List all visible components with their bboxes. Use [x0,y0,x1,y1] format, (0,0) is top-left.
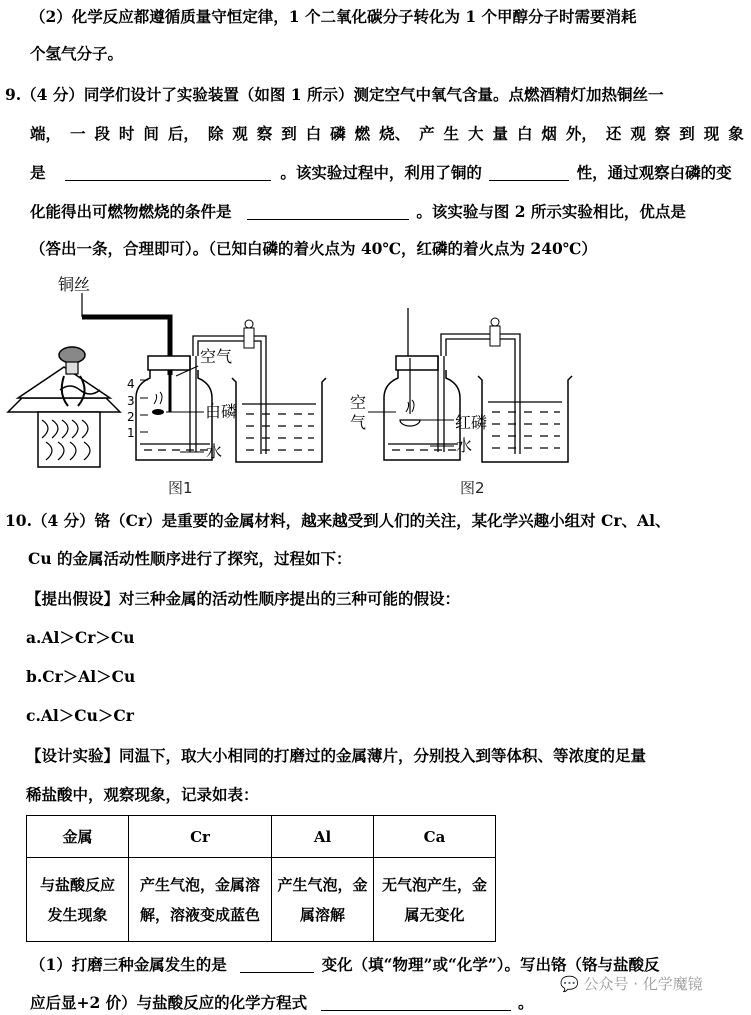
label-water-fig2: 水 [456,436,473,455]
q8-line1: （2）化学反应都遵循质量守恒定律，1 个二氧化碳分子转化为 1 个甲醇分子时需要消耗 [30,7,637,26]
fig1-beaker [232,378,326,462]
cell-ca [374,858,496,942]
fig2-beaker [478,376,572,462]
q9-line1: 9.（4 分）同学们设计了实验装置（如图 1 所示）测定空气中氧气含量。点燃酒精灯加热铜丝一 [5,85,664,104]
answer-blank-change-type[interactable] [240,956,314,973]
q10-design1: 【设计实验】同温下，取大小相同的打磨过的金属薄片，分别投入到等体积、等浓度的足量 [26,746,647,765]
label-air-vertical-1: 空 [350,393,367,412]
q9-word: 磷 [330,124,346,143]
label-air: 空气 [200,347,233,366]
q9-word: 观 [630,124,646,143]
q10-sub2-b: 。 [517,993,534,1012]
q10-sub1-a: （1）打磨三种金属发生的是 [30,955,227,974]
header-metal: 金属 [27,816,129,858]
q10-sub2-a: 应后显+2 价）与盐酸反应的化学方程式 [30,993,308,1012]
q10-option-a: a.Al＞Cr＞Cu [26,628,135,647]
header-al: Al [272,816,374,858]
q9-word: 察 [256,124,273,143]
table-row [27,858,496,942]
cell-cr-line1: 产生气泡，金属溶 [139,875,260,894]
q9-word: 到 [679,124,695,143]
answer-blank-combustion-condition[interactable] [247,203,409,220]
row-label [27,858,129,942]
q9-word: 端， [30,124,62,143]
q9-line4-a: 化能得出可燃物燃烧的条件是 [30,202,232,221]
q9-word: 外， [565,124,597,143]
q10-hypothesis: 【提出假设】对三种金属的活动性顺序提出的三种可能的假设： [26,589,461,608]
q9-word: 观 [232,124,248,143]
q9-word: 后， [167,124,199,143]
q10-design2: 稀盐酸中，观察现象，记录如表： [26,785,259,804]
q9-word: 时 [118,124,135,143]
alcohol-lamp [8,347,120,467]
watermark-text: 公众号 · 化学魔镜 [583,975,703,993]
wechat-icon: 💬 [560,975,579,993]
q9-word: 察 [654,124,671,143]
q9-line2 [30,124,744,144]
q10-sub1 [30,955,660,975]
q8-line2: 个氢气分子。 [30,44,124,63]
q9-line4 [30,202,686,222]
scale-2: 2 [127,410,135,424]
cell-cr-line2: 解，溶液变成蓝色 [139,905,260,924]
watermark [560,973,703,994]
label-water-fig1: 水 [206,442,223,461]
label-white-phosphorus: 白磷 [205,402,238,421]
q9-line5: （答出一条，合理即可）。（已知白磷的着火点为 40℃，红磷的着火点为 240℃） [30,239,597,258]
q9-word: 产 [419,124,435,143]
q9-word: 除 [207,124,224,143]
q9-word: 量 [492,124,508,143]
q10-sub1-b: 变化（填“物理”或“化学”）。写出铬（铬与盐酸反 [321,955,660,974]
q9-word: 烧、 [379,124,411,143]
answer-blank-copper-property[interactable] [489,164,569,181]
cell-cr [129,858,272,942]
q9-line4-b: 。该实验与图 2 所示实验相比，优点是 [416,202,686,221]
header-ca: Ca [374,816,496,858]
label-red-phosphorus: 红磷 [455,413,488,432]
q9-word: 一 [69,124,86,143]
q9-line3 [30,163,732,183]
q9-word: 燃 [354,124,371,143]
label-air-vertical-2: 气 [350,413,367,432]
label-copper-wire: 铜丝 [58,275,91,294]
q10-option-b: b.Cr＞Al＞Cu [26,667,136,686]
fig1-caption: 图1 [168,479,193,497]
table-header-row [27,816,496,858]
fig2-caption: 图2 [460,479,485,497]
q9-word: 到 [281,124,297,143]
row-label-line1: 与盐酸反应 [39,875,115,894]
cell-ca-line2: 属无变化 [404,905,465,924]
cell-al [272,858,374,942]
results-table [26,815,496,942]
cell-al-line1: 产生气泡，金 [277,875,368,894]
q9-word: 象 [728,124,744,143]
q10-sub2 [30,993,534,1013]
scale-4: 4 [127,377,135,391]
q9-word: 烟 [541,124,557,143]
experiment-figures [0,268,751,500]
q9-word: 白 [305,124,322,143]
fig2-clamp [490,318,500,346]
q9-word: 还 [605,124,622,143]
q9-word: 间 [143,124,159,143]
q9-word: 白 [516,124,533,143]
scale-3: 3 [127,394,135,408]
fig1-bottle [136,356,212,460]
answer-blank-phenomenon[interactable] [65,164,271,181]
q9-line3-a: 是 [30,163,46,182]
header-cr: Cr [129,816,272,858]
row-label-line2: 发生现象 [47,905,108,924]
fig1-clamp [244,320,254,348]
q9-word: 生 [443,124,460,143]
q10-line1: 10.（4 分）铬（Cr）是重要的金属材料，越来越受到人们的关注，某化学兴趣小组对 Cr、Al、 [5,511,671,530]
q9-line3-b: 。该实验过程中，利用了铜的 [280,163,482,182]
q9-word: 现 [703,124,720,143]
answer-blank-equation[interactable] [321,994,511,1011]
cell-ca-line1: 无气泡产生，金 [381,875,487,894]
q9-word: 大 [468,124,484,143]
q9-word: 段 [94,124,110,143]
q9-line3-c: 性，通过观察白磷的变 [576,163,732,182]
scale-1: 1 [127,426,135,440]
cell-al-line2: 属溶解 [299,905,345,924]
fig2-bottle [384,356,460,460]
q10-line2: Cu 的金属活动性顺序进行了探究，过程如下： [28,549,352,568]
q10-option-c: c.Al＞Cu＞Cr [26,706,134,725]
